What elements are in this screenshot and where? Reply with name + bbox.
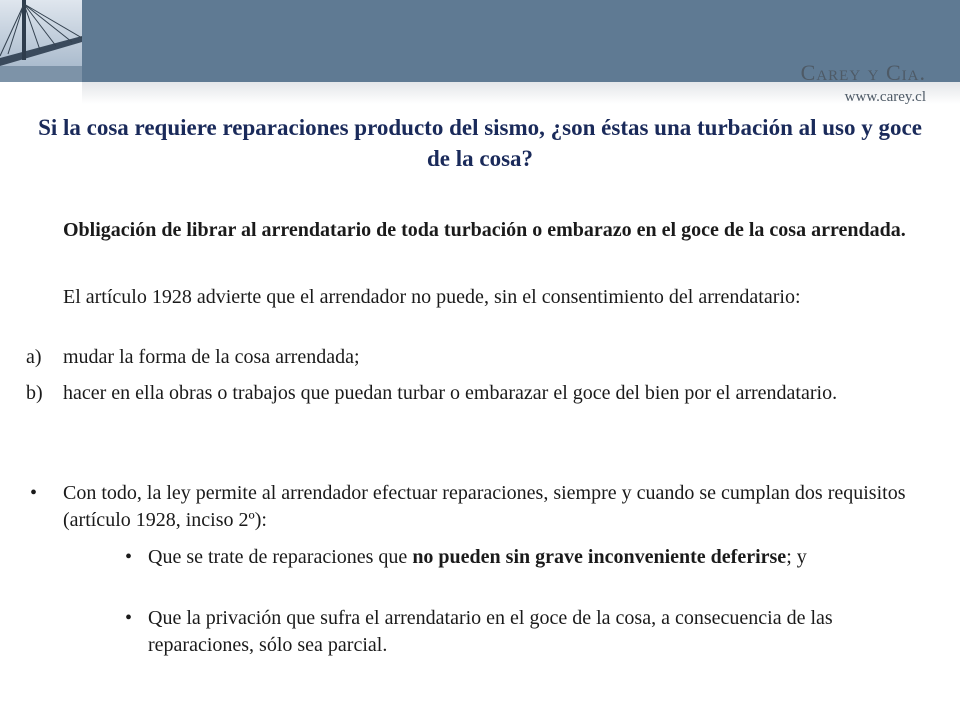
sub-bullet-text-before: Que la privación que sufra el arrendatario en el goce de la cosa, a consecuencia de las reparaciones, sólo sea parcial. [148,607,833,656]
sub-bullet-icon: • [125,607,133,629]
sub-bullet-text-after: ; y [786,546,807,568]
slide-title: Si la cosa requiere reparaciones producto del sismo, ¿son éstas una turbación al uso y goce de la cosa? [38,115,922,171]
obligation-heading: Obligación de librar al arrendatario de toda turbación o embarazo en el goce de la cosa arrendada. [63,219,906,241]
sub-bullet-text-before: Que se trate de reparaciones que [148,546,413,568]
sub-bullet-text [148,605,933,659]
list-marker: b) [26,382,43,404]
brand-url[interactable]: www.carey.cl [844,89,926,105]
sub-bullet-text [148,544,933,571]
list-text: hacer en ella obras o trabajos que puedan turbar o embarazar el goce del bien por el arrendatario. [63,382,838,404]
brand-name: Carey y Cia. [800,60,926,85]
sub-bullet-text-bold: no pueden sin grave inconveniente deferirse [412,546,787,568]
bullet-icon: • [30,482,38,504]
sub-bullet-icon: • [125,546,133,568]
list-text: mudar la forma de la cosa arrendada; [63,346,360,368]
list-marker: a) [26,346,42,368]
bullet-text: Con todo, la ley permite al arrendador efectuar reparaciones, siempre y cuando se cumplan dos requisitos (artículo 1928, inciso 2º): [63,482,906,531]
article-text: El artículo 1928 advierte que el arrendador no puede, sin el consentimiento del arrendatario: [63,286,801,308]
